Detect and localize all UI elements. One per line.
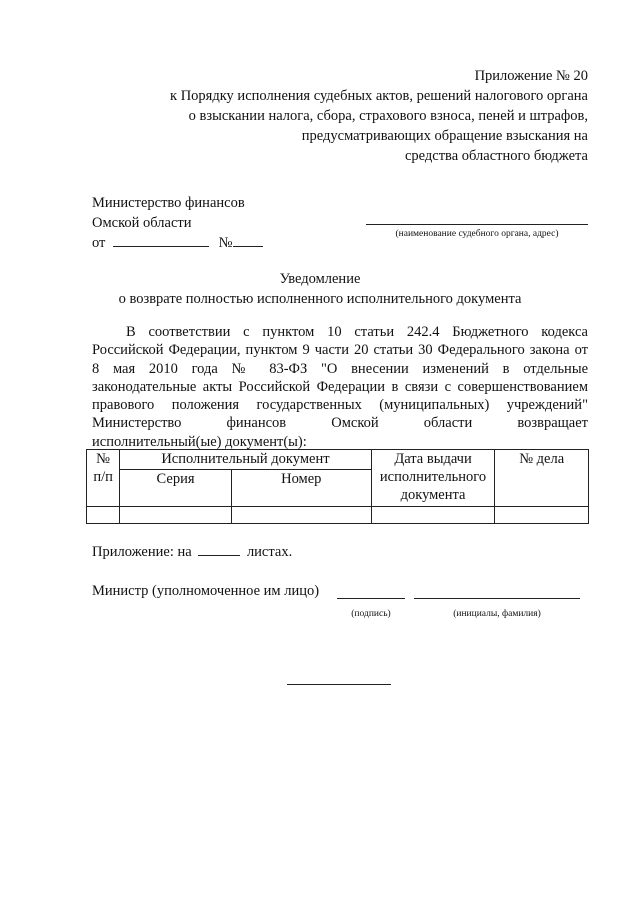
table-cell (495, 507, 589, 524)
body-line: Российской Федерации, пунктом 9 части 20 статьи 30 Федерального закона от (92, 342, 588, 359)
col-doc-header: Исполнительный документ (120, 450, 371, 470)
body-line: исполнительный(ые) документ(ы): (92, 433, 307, 450)
table-cell (87, 507, 120, 524)
table-cell (371, 507, 495, 524)
col-case-header: № дела (495, 450, 589, 507)
attachment-prefix: Приложение: на (92, 544, 192, 560)
attachment-suffix: листах. (246, 544, 293, 560)
notice-title: Уведомление (279, 271, 361, 287)
sign-caption: (подпись) (351, 609, 391, 619)
appendix-title: Приложение № 20 (474, 68, 588, 84)
appendix-line: к Порядку исполнения судебных актов, решений налогового органа (170, 88, 588, 104)
col-number-header: Номер (231, 470, 371, 507)
sender-date-line (92, 233, 263, 253)
appendix-block (108, 66, 588, 166)
documents-table (86, 449, 589, 524)
date-blank (113, 246, 209, 247)
recipient-line (366, 224, 588, 225)
attachment-line (92, 544, 292, 561)
col-date-label: документа (400, 487, 466, 503)
recipient-caption: (наименование судебного органа, адрес) (395, 229, 559, 239)
body-line: Министерство финансов Омской области возвращает (92, 415, 588, 432)
table-header-row (87, 450, 589, 470)
appendix-line: средства областного бюджета (404, 148, 588, 164)
appendix-line: о взыскании налога, сбора, страхового взноса, пеней и штрафов, (188, 108, 588, 124)
notice-subtitle: о возврате полностью исполненного исполнительного документа (118, 291, 522, 307)
col-date-header (371, 450, 495, 507)
signature-line (337, 598, 405, 599)
from-label: от (92, 235, 106, 251)
col-date-label: исполнительного (379, 469, 487, 485)
name-line (414, 598, 580, 599)
body-paragraph (92, 323, 588, 451)
table-row (87, 507, 589, 524)
sender-ministry: Министерство финансов (92, 195, 245, 211)
number-label: № (218, 235, 233, 251)
body-line: законодательные акты Российской Федерации в связи с совершенствованием (92, 378, 588, 395)
signature-label: Министр (уполномоченное им лицо) (92, 583, 320, 599)
col-num-label: № (96, 451, 111, 467)
col-date-label: Дата выдачи (394, 451, 472, 467)
body-line: правового положения государственных (муниципальных) учреждений" (92, 397, 588, 414)
end-separator (287, 684, 391, 685)
col-num-label: п/п (93, 469, 113, 485)
col-series-header: Серия (120, 470, 232, 507)
table-cell (231, 507, 371, 524)
number-blank (233, 246, 263, 247)
name-caption: (инициалы, фамилия) (453, 609, 541, 619)
table-cell (120, 507, 232, 524)
body-line: В соответствии с пунктом 10 статьи 242.4 Бюджетного кодекса (126, 324, 588, 340)
pages-blank (198, 555, 240, 556)
sender-block (92, 193, 263, 253)
sender-region: Омской области (92, 215, 192, 231)
notice-heading (0, 269, 640, 309)
col-num-header (87, 450, 120, 507)
appendix-line: предусматривающих обращение взыскания на (301, 128, 588, 144)
body-line: 8 мая 2010 года № 83-ФЗ "О внесении изменений в отдельные (92, 360, 588, 377)
